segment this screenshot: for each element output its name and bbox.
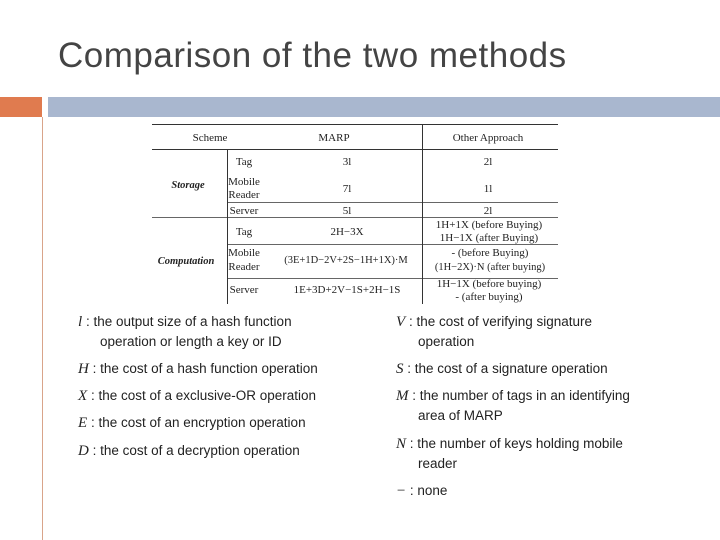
legend-symbol: H	[78, 361, 89, 377]
comparison-table	[152, 124, 558, 304]
row-other: 1l	[483, 183, 493, 195]
legend-item	[396, 481, 696, 501]
row-other: 1H−1X (after Buying)	[439, 232, 539, 244]
row-other: 1H+1X (before Buying)	[435, 219, 543, 231]
legend-item	[78, 359, 378, 379]
col-header-scheme: Scheme	[192, 132, 228, 144]
row-marp: 2H−3X	[330, 226, 364, 238]
row-item: Reader	[228, 261, 260, 273]
legend-text: : the cost of a signature operation	[407, 361, 608, 376]
header-bar	[48, 97, 720, 117]
left-rule	[42, 117, 43, 540]
legend-text-cont: reader	[418, 456, 458, 471]
legend-symbol: N	[396, 436, 407, 452]
legend-symbol: −	[396, 483, 407, 499]
legend-item	[396, 359, 696, 379]
legend-symbol: S	[396, 361, 404, 377]
row-item: Mobile	[228, 247, 260, 259]
legend-text: : the number of tags in an identifying	[412, 388, 630, 403]
legend-item	[396, 434, 696, 474]
legend-text: : the cost of verifying signature	[408, 314, 593, 329]
legend-text: : the cost of an encryption operation	[90, 415, 306, 430]
legend-item	[396, 386, 696, 426]
accent-bar	[0, 97, 42, 117]
row-marp: 5l	[342, 205, 352, 217]
row-other: - (before Buying)	[451, 247, 529, 259]
row-item: Tag	[235, 226, 253, 238]
legend-symbol: V	[396, 314, 406, 330]
legend-text-cont: operation or length a key or ID	[100, 334, 282, 349]
row-other: 2l	[483, 156, 493, 168]
legend-symbol: l	[78, 314, 83, 330]
row-item: Tag	[235, 156, 253, 168]
legend-text-cont: area of MARP	[418, 408, 503, 423]
row-item: Server	[229, 205, 259, 217]
row-other: 1H−1X (before buying)	[436, 278, 542, 290]
row-other: - (after buying)	[455, 291, 523, 303]
legend-text: : none	[409, 483, 448, 498]
row-item: Mobile	[228, 176, 260, 188]
row-marp: 3l	[342, 156, 352, 168]
legend-symbol: X	[78, 388, 88, 404]
row-marp: 7l	[342, 183, 352, 195]
legend-symbol: E	[78, 415, 88, 431]
group-computation: Computation	[157, 256, 215, 267]
row-marp: (3E+1D−2V+2S−1H+1X)·M	[284, 255, 408, 266]
legend-item	[78, 312, 378, 352]
row-other: (1H−2X)·N (after buying)	[434, 262, 546, 273]
row-marp: 1E+3D+2V−1S+2H−1S	[293, 284, 401, 296]
legend-item	[78, 386, 378, 406]
legend-item	[78, 441, 378, 461]
legend-text-cont: operation	[418, 334, 475, 349]
legend-item	[396, 312, 696, 352]
legend-item	[78, 413, 378, 433]
slide-title: Comparison of the two methods	[58, 36, 567, 75]
row-item: Reader	[228, 189, 260, 201]
col-header-other: Other Approach	[452, 132, 524, 144]
legend-text: : the number of keys holding mobile	[409, 436, 623, 451]
legend-text: : the cost of a decryption operation	[92, 443, 300, 458]
row-item: Server	[229, 284, 259, 296]
legend-text: : the output size of a hash function	[85, 314, 292, 329]
row-other: 2l	[483, 205, 493, 217]
legend-symbol: M	[396, 388, 409, 404]
col-header-marp: MARP	[318, 132, 350, 144]
legend-symbol: D	[78, 443, 89, 459]
group-storage: Storage	[171, 180, 205, 191]
legend-text: : the cost of a exclusive-OR operation	[90, 388, 317, 403]
legend-text: : the cost of a hash function operation	[92, 361, 318, 376]
